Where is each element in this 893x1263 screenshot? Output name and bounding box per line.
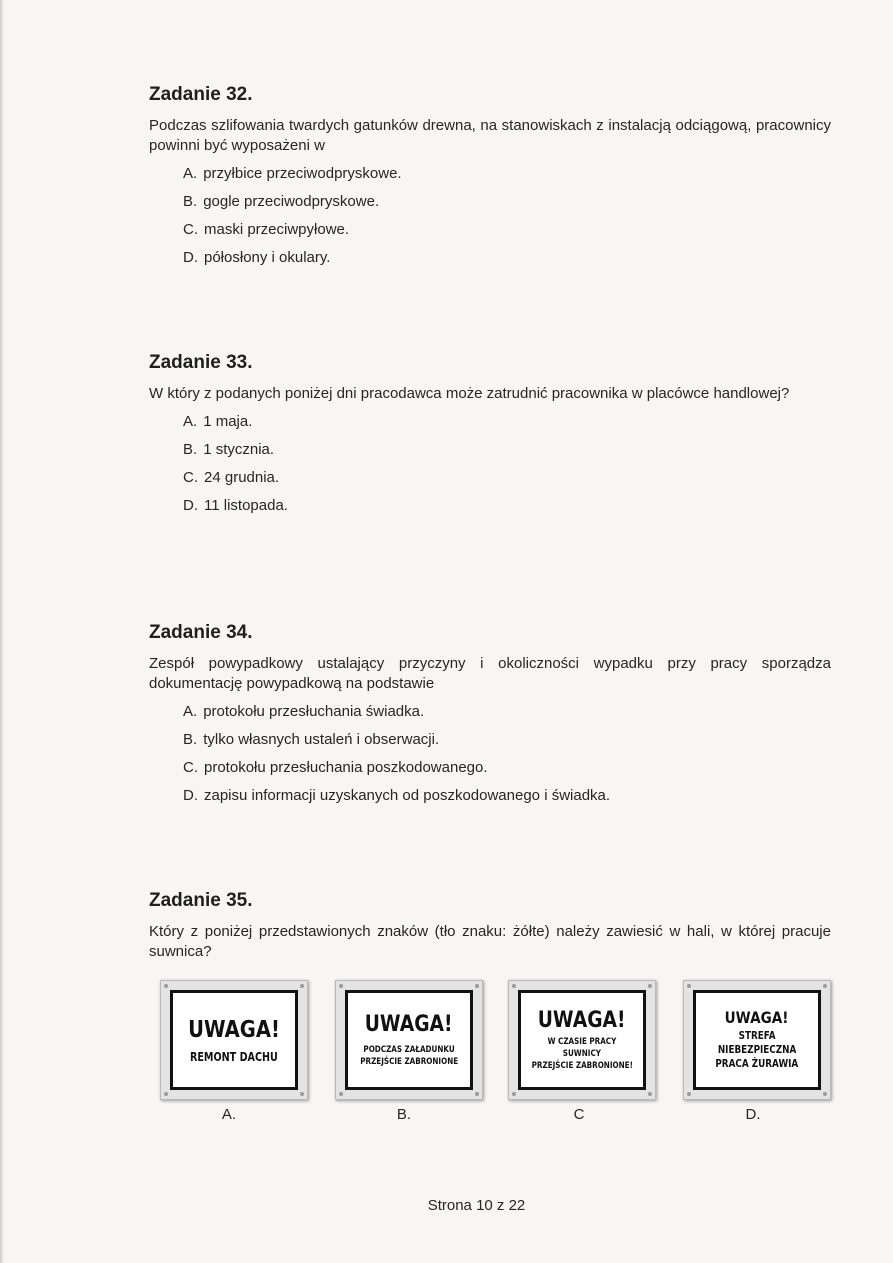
option-d xyxy=(183,248,831,267)
bolt-icon xyxy=(475,984,479,988)
task-34 xyxy=(149,622,831,814)
option-text: maski przeciwpyłowe. xyxy=(204,221,350,238)
bolt-icon xyxy=(300,1092,304,1096)
sign-a xyxy=(160,980,308,1100)
option-text: przyłbice przeciwodpryskowe. xyxy=(203,165,402,182)
sign-title: UWAGA! xyxy=(538,1008,626,1033)
warning-signs xyxy=(156,980,836,1130)
option-text: 1 stycznia. xyxy=(203,441,275,458)
option-c xyxy=(183,758,831,777)
option-letter: B. xyxy=(183,441,198,458)
bolt-icon xyxy=(339,984,343,988)
option-letter: D. xyxy=(183,249,198,266)
option-text: protokołu przesłuchania poszkodowanego. xyxy=(204,759,488,776)
task-question: W który z podanych poniżej dni pracodawca może zatrudnić pracownika w placówce handlowej? xyxy=(149,385,790,402)
task-32 xyxy=(149,84,831,276)
task-title: Zadanie 33. xyxy=(149,352,253,373)
task-33 xyxy=(149,352,831,524)
sign-line: PRZEJŚCIE ZABRONIONE xyxy=(360,1057,458,1067)
option-text: tylko własnych ustaleń i obserwacji. xyxy=(203,731,440,748)
bolt-icon xyxy=(687,1092,691,1096)
option-letter: C. xyxy=(183,469,198,486)
bolt-icon xyxy=(339,1092,343,1096)
option-b xyxy=(183,730,831,749)
option-letter: D. xyxy=(183,497,198,514)
task-question: Który z poniżej przedstawionych znaków (tło znaku: żółte) należy zawiesić w hali, w której pracuje suwnica? xyxy=(149,923,831,960)
sign-title: UWAGA! xyxy=(365,1012,453,1037)
sign-line: NIEBEZPIECZNA xyxy=(717,1043,797,1056)
sign-label-d: D. xyxy=(745,1106,761,1123)
bolt-icon xyxy=(512,1092,516,1096)
page-edge xyxy=(0,0,4,1263)
option-letter: C. xyxy=(183,221,198,238)
bolt-icon xyxy=(823,984,827,988)
option-a xyxy=(183,412,831,431)
option-b xyxy=(183,192,831,211)
sign-label-a: A. xyxy=(221,1106,237,1123)
sign-line: STREFA xyxy=(738,1029,776,1042)
task-title: Zadanie 32. xyxy=(149,84,253,105)
sign-line: W CZASIE PRACY xyxy=(547,1037,617,1047)
sign-b xyxy=(335,980,483,1100)
sign-title: UWAGA! xyxy=(725,1008,789,1027)
sign-label-b: B. xyxy=(396,1106,412,1123)
page-number: Strona 10 z 22 xyxy=(427,1197,526,1214)
option-letter: C. xyxy=(183,759,198,776)
bolt-icon xyxy=(687,984,691,988)
bolt-icon xyxy=(648,984,652,988)
answer-options xyxy=(149,412,831,515)
bolt-icon xyxy=(823,1092,827,1096)
sign-plate xyxy=(345,990,473,1090)
bolt-icon xyxy=(512,984,516,988)
option-letter: B. xyxy=(183,731,198,748)
bolt-icon xyxy=(164,984,168,988)
bolt-icon xyxy=(300,984,304,988)
option-d xyxy=(183,786,831,805)
sign-line: PRZEJŚCIE ZABRONIONE! xyxy=(531,1061,633,1071)
answer-options xyxy=(149,164,831,267)
task-title: Zadanie 35. xyxy=(149,890,253,911)
sign-title: UWAGA! xyxy=(188,1017,280,1043)
option-a xyxy=(183,164,831,183)
option-letter: D. xyxy=(183,787,198,804)
sign-d xyxy=(683,980,831,1100)
task-35 xyxy=(149,890,831,970)
sign-plate xyxy=(693,990,821,1090)
option-text: gogle przeciwodpryskowe. xyxy=(203,193,380,210)
option-letter: A. xyxy=(183,703,198,720)
task-question: Podczas szlifowania twardych gatunków drewna, na stanowiskach z instalacją odciągową, pracownicy powinni być wyposażeni w xyxy=(149,117,831,154)
sign-line: PRACA ŻURAWIA xyxy=(715,1057,799,1070)
sign-line: PODCZAS ZAŁADUNKU xyxy=(363,1045,455,1055)
bolt-icon xyxy=(164,1092,168,1096)
option-text: półosłony i okulary. xyxy=(204,249,331,266)
option-c xyxy=(183,220,831,239)
option-text: 1 maja. xyxy=(203,413,253,430)
task-question: Zespół powypadkowy ustalający przyczyny i okoliczności wypadku przy pracy sporządza dokumentację powypadkową na podstawie xyxy=(149,655,831,692)
sign-c xyxy=(508,980,656,1100)
sign-plate xyxy=(518,990,646,1090)
sign-line: REMONT DACHU xyxy=(190,1050,278,1064)
bolt-icon xyxy=(648,1092,652,1096)
sign-label-c: C xyxy=(573,1106,585,1123)
option-c xyxy=(183,468,831,487)
option-letter: A. xyxy=(183,165,198,182)
sign-plate xyxy=(170,990,298,1090)
option-b xyxy=(183,440,831,459)
option-letter: A. xyxy=(183,413,198,430)
option-letter: B. xyxy=(183,193,198,210)
option-d xyxy=(183,496,831,515)
option-text: 11 listopada. xyxy=(204,497,288,514)
option-text: protokołu przesłuchania świadka. xyxy=(203,703,425,720)
option-text: zapisu informacji uzyskanych od poszkodowanego i świadka. xyxy=(204,787,611,804)
answer-options xyxy=(149,702,831,805)
task-title: Zadanie 34. xyxy=(149,622,253,643)
option-a xyxy=(183,702,831,721)
option-text: 24 grudnia. xyxy=(204,469,280,486)
sign-line: SUWNICY xyxy=(562,1049,602,1059)
bolt-icon xyxy=(475,1092,479,1096)
